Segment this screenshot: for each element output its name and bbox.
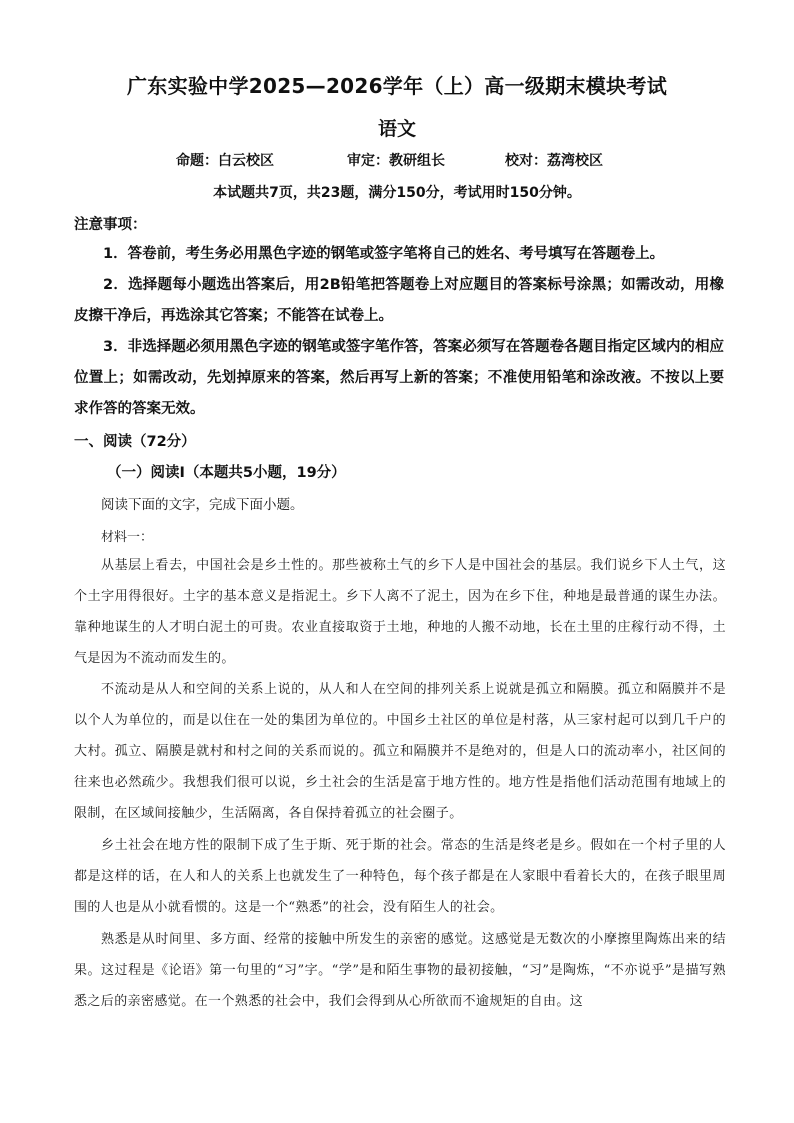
notice-heading: 注意事项： xyxy=(74,217,147,233)
passage-paragraph: 乡土社会在地方性的限制下成了生于斯、死于斯的社会。常态的生活是终老是乡。假如在一个村子里的人都是这样的话，在人和人的关系上也就发生了一种特色，每个孩子都是在人家眼中看着长大的，在孩子眼里周围的人也是从小就看惯的。这是一个“熟悉”的社会，没有陌生人的社会。 xyxy=(74,838,726,915)
passage-paragraph: 不流动是从人和空间的关系上说的，从人和人在空间的排列关系上说就是孤立和隔膜。孤立和隔膜并不是以个人为单位的，而是以住在一处的集团为单位的。中国乡土社区的单位是村落，从三家村起可以到几千户的大村。孤立、隔膜是就村和村之间的关系而说的。孤立和隔膜并不是绝对的，但是人口的流动率小，社区间的往来也必然疏少。我想我们很可以说，乡土社会的生活是富于地方性的。地方性是指他们活动范围有地域上的限制，在区域间接触少，生活隔离，各自保持着孤立的社会圈子。 xyxy=(74,682,726,821)
exam-title: 广东实验中学2025—2026学年（上）高一级期末模块考试 xyxy=(126,74,668,98)
subject-title: 语文 xyxy=(377,118,416,140)
section-title: 一、阅读（72分） xyxy=(74,434,196,450)
passage-paragraph: 从基层上看去，中国社会是乡土性的。那些被称土气的乡下人是中国社会的基层。我们说乡下人土气，这个土字用得很好。土字的基本意义是指泥土。乡下人离不了泥土，因为在乡下住，种地是最普通的谋生办法。靠种地谋生的人才明白泥土的可贵。农业直接取资于土地，种地的人搬不动地，长在土里的庄稼行动不得，土气是因为不流动而发生的。 xyxy=(74,558,726,666)
proofreader-credit: 校对：荔湾校区 xyxy=(505,153,603,169)
exam-meta: 本试题共7页，共23题，满分150分，考试用时150分钟。 xyxy=(213,185,581,201)
material-label: 材料一： xyxy=(101,530,154,545)
reviewer-credit: 审定：教研组长 xyxy=(347,153,445,169)
reading-instruction: 阅读下面的文字，完成下面小题。 xyxy=(101,497,304,513)
setter-credit: 命题：白云校区 xyxy=(176,153,274,169)
passage-paragraph: 熟悉是从时间里、多方面、经常的接触中所发生的亲密的感觉。这感觉是无数次的小摩擦里陶炼出来的结果。这过程是《论语》第一句里的“习”字。“学”是和陌生事物的最初接触，“习”是陶炼，“不亦说乎”是描写熟悉之后的亲密感觉。在一个熟悉的社会中，我们会得到从心所欲而不逾规矩的自由。这 xyxy=(74,932,726,1009)
subsection-title: （一）阅读Ⅰ（本题共5小题，19分） xyxy=(107,465,346,481)
notice-item: 1．答卷前，考生务必用黑色字迹的钢笔或签字笔将自己的姓名、考号填写在答题卷上。 xyxy=(103,246,665,262)
notice-item: 3．非选择题必须用黑色字迹的钢笔或签字笔作答，答案必须写在答题卷各题目指定区域内的相应位置上；如需改动，先划掉原来的答案，然后再写上新的答案；不准使用铅笔和涂改液。不按以上要求作答的答案无效。 xyxy=(74,339,724,417)
notice-item: 2．选择题每小题选出答案后，用2B铅笔把答题卷上对应题目的答案标号涂黑；如需改动，用橡皮擦干净后，再选涂其它答案；不能答在试卷上。 xyxy=(74,277,724,324)
